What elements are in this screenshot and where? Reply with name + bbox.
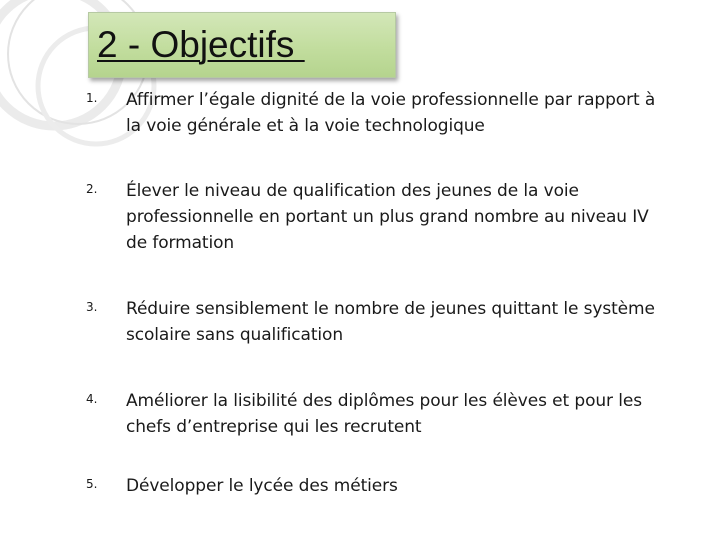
objective-number: 1.	[86, 91, 98, 105]
objective-text: Développer le lycée des métiers	[126, 476, 398, 496]
objective-number: 4.	[86, 392, 98, 406]
objective-text: Améliorer la lisibilité des diplômes pour les élèves et pour les chefs d’entreprise qui les recrutent	[126, 391, 642, 437]
objective-text: Réduire sensiblement le nombre de jeunes quittant le système scolaire sans qualification	[126, 299, 655, 345]
slide-title: 2 - Objectifs	[97, 24, 305, 65]
objective-number: 3.	[86, 300, 98, 314]
objective-text: Affirmer l’égale dignité de la voie professionnelle par rapport à la voie générale et à la voie technologique	[126, 90, 656, 136]
objective-number: 5.	[86, 477, 98, 491]
objective-number: 2.	[86, 182, 98, 196]
objective-text: Élever le niveau de qualification des jeunes de la voie professionnelle en portant un plus grand nombre au niveau IV de formation	[126, 181, 649, 253]
